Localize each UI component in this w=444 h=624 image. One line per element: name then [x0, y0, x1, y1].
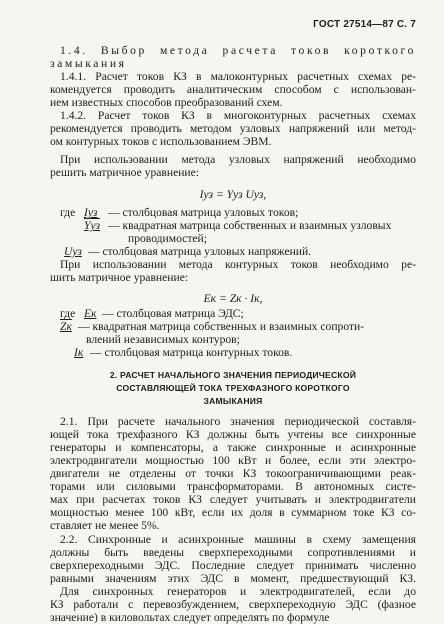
symbol-I-uz: Iуз — [84, 206, 98, 219]
para-2-2-line-3: сверхпереходными ЭДС. Последние следует принимать численно — [50, 559, 416, 572]
section-2-heading-line-2: СОСТАВЛЯЮЩЕЙ ТОКА ТРЕХФАЗНОГО КОРОТКОГО — [116, 383, 350, 393]
para-loop-line-1: При использовании метода контурных токов необходимо ре- — [60, 258, 416, 271]
running-header: ГОСТ 27514—87 С. 7 — [313, 19, 416, 30]
def-Y-uz: — квадратная матрица собственных и взаимных узловых — [108, 219, 392, 232]
para-nodal-line-2: решить матричное уравнение: — [50, 166, 199, 179]
para-2-1-line-7: мах при расчетах токов КЗ следует учитывать и электродвигатели — [50, 493, 416, 506]
para-2-1-line-3: генераторы и компенсаторы, а также синхронные и асинхронные — [50, 441, 416, 454]
def-prefix: где — [60, 206, 76, 219]
para-1-4-1-line-3: ием известных способов преобразований схем. — [50, 96, 283, 109]
para-2-1-line-6: торами или силовыми трансформаторами. В автономных систе- — [50, 480, 416, 493]
section-2-heading-line-1: 2. РАСЧЕТ НАЧАЛЬНОГО ЗНАЧЕНИЯ ПЕРИОДИЧЕСКОЙ — [109, 370, 357, 380]
para-2-1-line-9: ставляет не менее 5%. — [50, 519, 160, 532]
def-Z-k-cont: влений независимых контуров; — [86, 333, 240, 346]
para-2-1-line-4: электродвигатели мощностью 100 кВт и более, если эти электро- — [50, 454, 416, 467]
symbol-U-uz: Uуз — [64, 245, 82, 258]
para-1-4-1-line-1: 1.4.1. Расчет токов КЗ в малоконтурных расчетных схемах ре- — [60, 70, 416, 83]
para-2-2-line-7: значение) в киловольтах следует определять по формуле — [50, 611, 330, 624]
para-2-1-line-1: 2.1. При расчете начального значения периодической составля- — [60, 415, 416, 428]
section-1-4-title-line-2: замыкания — [50, 57, 127, 70]
symbol-E-k: Eк — [84, 307, 97, 320]
def-prefix-2: где — [60, 307, 76, 320]
def-I-uz: — столбцовая матрица узловых токов; — [108, 206, 299, 219]
para-1-4-2-line-2: рекомендуется проводить методом узловых напряжений или метод- — [50, 122, 416, 135]
section-2-heading-line-3: ЗАМЫКАНИЯ — [203, 396, 263, 406]
def-U-uz: — столбцовая матрица узловых напряжений. — [88, 245, 312, 258]
para-2-1-line-8: мощностью менее 100 кВт, если их доля в суммарном токе КЗ со- — [50, 506, 416, 519]
para-2-2-line-5: Для синхронных генераторов и электродвигателей, если до — [60, 585, 416, 598]
para-2-2-line-4: равными значениям этих ЭДС в момент, предшествующий КЗ. — [50, 572, 416, 585]
symbol-Y-uz: Yуз — [84, 219, 100, 232]
para-1-4-1-line-2: комендуется проводить аналитическим способом с использован- — [50, 83, 416, 96]
equation-loop: Eк = Zк · Iк, — [203, 292, 263, 305]
def-E-k: — столбцовая матрица ЭДС; — [102, 307, 244, 320]
section-1-4-title-line-1: 1.4. Выбор метода расчета токов короткого — [60, 44, 416, 57]
para-2-1-line-2: ющей тока трехфазного КЗ должны быть учтены все синхронные — [50, 428, 416, 441]
para-2-2-line-2: должны быть введены сверхпереходными сопротивлениями и — [50, 546, 416, 559]
para-2-2-line-1: 2.2. Синхронные и асинхронные машины в схему замещения — [60, 533, 416, 546]
def-Y-uz-cont: проводимостей; — [128, 232, 207, 245]
para-loop-line-2: шить матричное уравнение: — [50, 271, 189, 284]
def-I-k: — столбцовая матрица контурных токов. — [90, 346, 293, 359]
para-1-4-2-line-3: ом контурных токов с использованием ЭВМ. — [50, 135, 272, 148]
def-Z-k: — квадратная матрица собственных и взаимных сопроти- — [78, 320, 365, 333]
para-nodal-line-1: При использовании метода узловых напряжений необходимо — [60, 153, 416, 166]
symbol-Z-k: Zк — [60, 320, 72, 333]
para-2-2-line-6: КЗ работали с перевозбуждением, сверхпереходную ЭДС (фазное — [50, 598, 416, 611]
symbol-I-k: Iк — [74, 346, 84, 359]
equation-nodal: Iуз = Yуз Uуз, — [199, 188, 267, 201]
para-1-4-2-line-1: 1.4.2. Расчет токов КЗ в многоконтурных расчетных схемах — [60, 109, 416, 122]
para-2-1-line-5: двигатели не отделены от точки КЗ токоограничивающими реак- — [50, 467, 416, 480]
